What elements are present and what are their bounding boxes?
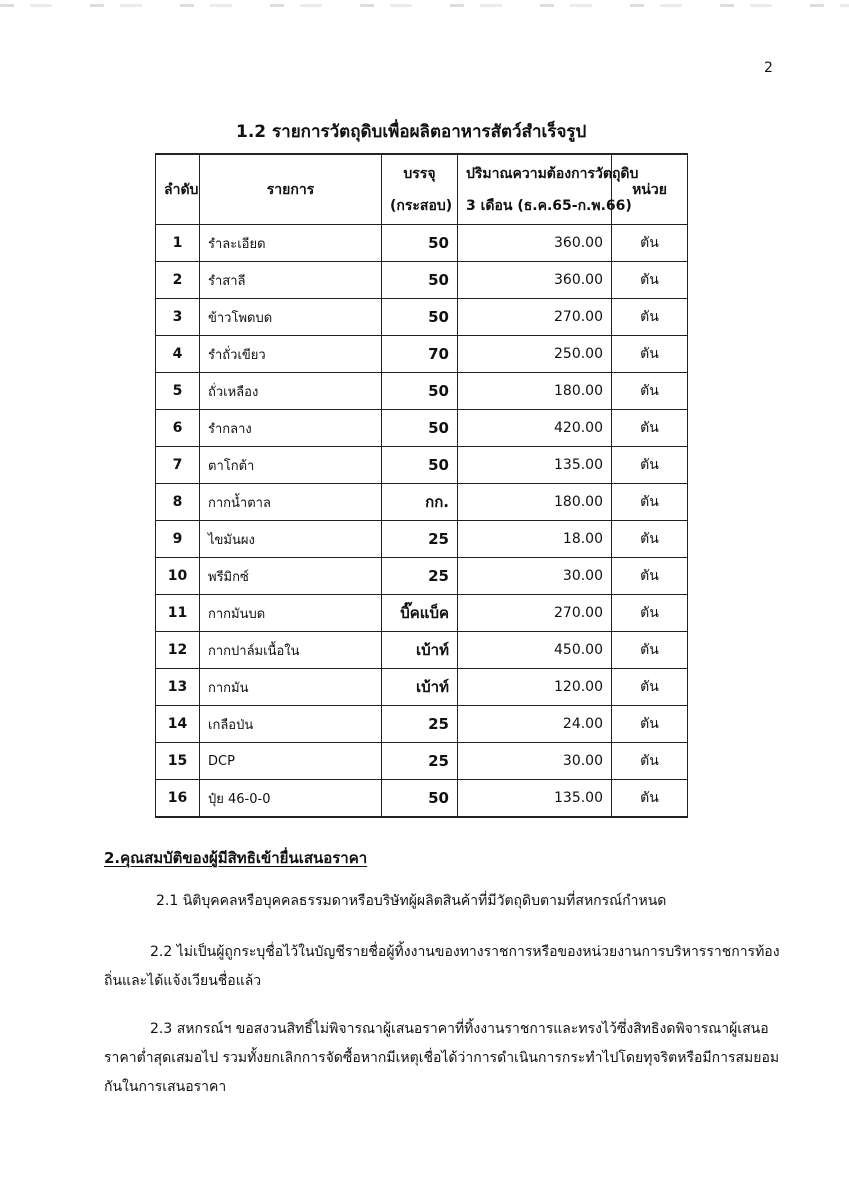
row-number: 11 <box>156 595 200 632</box>
table-row <box>156 262 688 299</box>
row-item-name: เกลือป่น <box>200 706 382 743</box>
clause-2-3: 2.3 สหกรณ์ฯ ขอสงวนสิทธิ์ไม่พิจารณาผู้เสนอราคาที่ทิ้งงานราชการและทรงไว้ซึ่งสิทธิงดพิจารณาผู้เสนอราคาต่ำสุดเสมอไป รวมทั้งยกเลิกการจัดซื้อหากมีเหตุเชื่อได้ว่าการดำเนินการกระทำไปโดยทุจริตหรือมีการสมยอมกันในการเสนอราคา <box>104 1021 780 1095</box>
row-number: 10 <box>156 558 200 595</box>
header-pack-line2: (กระสอบ) <box>390 197 453 214</box>
materials-table <box>155 153 688 818</box>
row-unit: ตัน <box>612 336 688 373</box>
row-number: 13 <box>156 669 200 706</box>
row-number: 12 <box>156 632 200 669</box>
row-unit: ตัน <box>612 410 688 447</box>
row-quantity: 420.00 <box>458 410 612 447</box>
row-pack: 25 <box>382 558 458 595</box>
row-quantity: 270.00 <box>458 595 612 632</box>
row-pack: บิ๊คแบ็ค <box>382 595 458 632</box>
table-row <box>156 484 688 521</box>
row-quantity: 180.00 <box>458 373 612 410</box>
header-unit: หน่วย <box>612 154 688 225</box>
row-quantity: 24.00 <box>458 706 612 743</box>
row-unit: ตัน <box>612 706 688 743</box>
row-number: 2 <box>156 262 200 299</box>
row-pack: 70 <box>382 336 458 373</box>
row-number: 9 <box>156 521 200 558</box>
row-quantity: 30.00 <box>458 558 612 595</box>
header-amount-line1: ปริมาณความต้องการวัตถุดิบ <box>466 165 639 182</box>
row-number: 3 <box>156 299 200 336</box>
row-unit: ตัน <box>612 484 688 521</box>
row-pack: กก. <box>382 484 458 521</box>
row-item-name: พรีมิกซ์ <box>200 558 382 595</box>
row-number: 14 <box>156 706 200 743</box>
row-unit: ตัน <box>612 632 688 669</box>
row-unit: ตัน <box>612 595 688 632</box>
scan-artifact-line <box>0 4 849 7</box>
row-pack: 25 <box>382 743 458 780</box>
row-pack: 50 <box>382 780 458 818</box>
row-item-name: รำละเอียด <box>200 225 382 262</box>
clause-2-2: 2.2 ไม่เป็นผู้ถูกระบุชื่อไว้ในบัญชีรายชื่อผู้ทิ้งงานของทางราชการหรือของหน่วยงานการบริหารราชการท้องถิ่นและได้แจ้งเวียนชื่อแล้ว <box>104 944 780 989</box>
row-quantity: 120.00 <box>458 669 612 706</box>
row-item-name: กากปาล์มเนื้อใน <box>200 632 382 669</box>
row-number: 7 <box>156 447 200 484</box>
row-item-name: DCP <box>200 743 382 780</box>
row-pack: 50 <box>382 373 458 410</box>
clause-2-1: 2.1 นิติบุคคลหรือบุคคลธรรมดาหรือบริษัทผู้ผลิตสินค้าที่มีวัตถุดิบตามที่สหกรณ์กำหนด <box>156 893 667 909</box>
table-row <box>156 632 688 669</box>
table-row <box>156 669 688 706</box>
row-pack: 50 <box>382 447 458 484</box>
header-item: รายการ <box>200 154 382 225</box>
row-unit: ตัน <box>612 262 688 299</box>
row-number: 15 <box>156 743 200 780</box>
table-row <box>156 373 688 410</box>
row-item-name: รำถั่วเขียว <box>200 336 382 373</box>
table-row <box>156 706 688 743</box>
header-no: ลำดับ <box>156 154 200 225</box>
table-row <box>156 225 688 262</box>
row-pack: 50 <box>382 410 458 447</box>
row-quantity: 450.00 <box>458 632 612 669</box>
header-amount-line2: 3 เดือน (ธ.ค.65-ก.พ.66) <box>466 197 632 214</box>
row-pack: 25 <box>382 521 458 558</box>
table-row <box>156 595 688 632</box>
row-item-name: ถั่วเหลือง <box>200 373 382 410</box>
row-quantity: 270.00 <box>458 299 612 336</box>
row-pack: 25 <box>382 706 458 743</box>
header-pack-line1: บรรจุ <box>403 165 436 182</box>
page-number: 2 <box>764 60 773 76</box>
row-quantity: 135.00 <box>458 447 612 484</box>
row-unit: ตัน <box>612 521 688 558</box>
row-item-name: ไขมันผง <box>200 521 382 558</box>
row-pack: เบ้าท์ <box>382 669 458 706</box>
row-item-name: กากน้ำตาล <box>200 484 382 521</box>
row-quantity: 360.00 <box>458 225 612 262</box>
row-quantity: 180.00 <box>458 484 612 521</box>
table-title: 1.2 รายการวัตถุดิบเพื่อผลิตอาหารสัตว์สำเร็จรูป <box>236 122 587 142</box>
row-item-name: กากมันบด <box>200 595 382 632</box>
row-number: 8 <box>156 484 200 521</box>
table-row <box>156 521 688 558</box>
row-number: 1 <box>156 225 200 262</box>
row-pack: 50 <box>382 225 458 262</box>
row-unit: ตัน <box>612 447 688 484</box>
table-row <box>156 410 688 447</box>
table-row <box>156 743 688 780</box>
table-row <box>156 558 688 595</box>
row-quantity: 360.00 <box>458 262 612 299</box>
header-pack <box>382 154 458 225</box>
row-number: 4 <box>156 336 200 373</box>
row-unit: ตัน <box>612 373 688 410</box>
row-pack: เบ้าท์ <box>382 632 458 669</box>
row-quantity: 135.00 <box>458 780 612 818</box>
row-number: 6 <box>156 410 200 447</box>
table-row <box>156 780 688 818</box>
row-unit: ตัน <box>612 225 688 262</box>
row-pack: 50 <box>382 299 458 336</box>
row-unit: ตัน <box>612 558 688 595</box>
section2-heading: 2.คุณสมบัติของผู้มีสิทธิเข้ายื่นเสนอราคา <box>104 849 368 867</box>
row-quantity: 18.00 <box>458 521 612 558</box>
row-number: 16 <box>156 780 200 818</box>
row-item-name: รำสาลี <box>200 262 382 299</box>
row-unit: ตัน <box>612 743 688 780</box>
table-body <box>156 225 688 818</box>
row-number: 5 <box>156 373 200 410</box>
row-unit: ตัน <box>612 780 688 818</box>
row-unit: ตัน <box>612 299 688 336</box>
table-header-row <box>156 154 688 225</box>
row-quantity: 30.00 <box>458 743 612 780</box>
row-item-name: รำกลาง <box>200 410 382 447</box>
table-row <box>156 447 688 484</box>
row-unit: ตัน <box>612 669 688 706</box>
table-row <box>156 299 688 336</box>
row-pack: 50 <box>382 262 458 299</box>
table-row <box>156 336 688 373</box>
row-quantity: 250.00 <box>458 336 612 373</box>
row-item-name: ตาโกต้า <box>200 447 382 484</box>
row-item-name: ปุ๋ย 46-0-0 <box>200 780 382 818</box>
header-amount <box>458 154 639 225</box>
row-item-name: ข้าวโพดบด <box>200 299 382 336</box>
row-item-name: กากมัน <box>200 669 382 706</box>
